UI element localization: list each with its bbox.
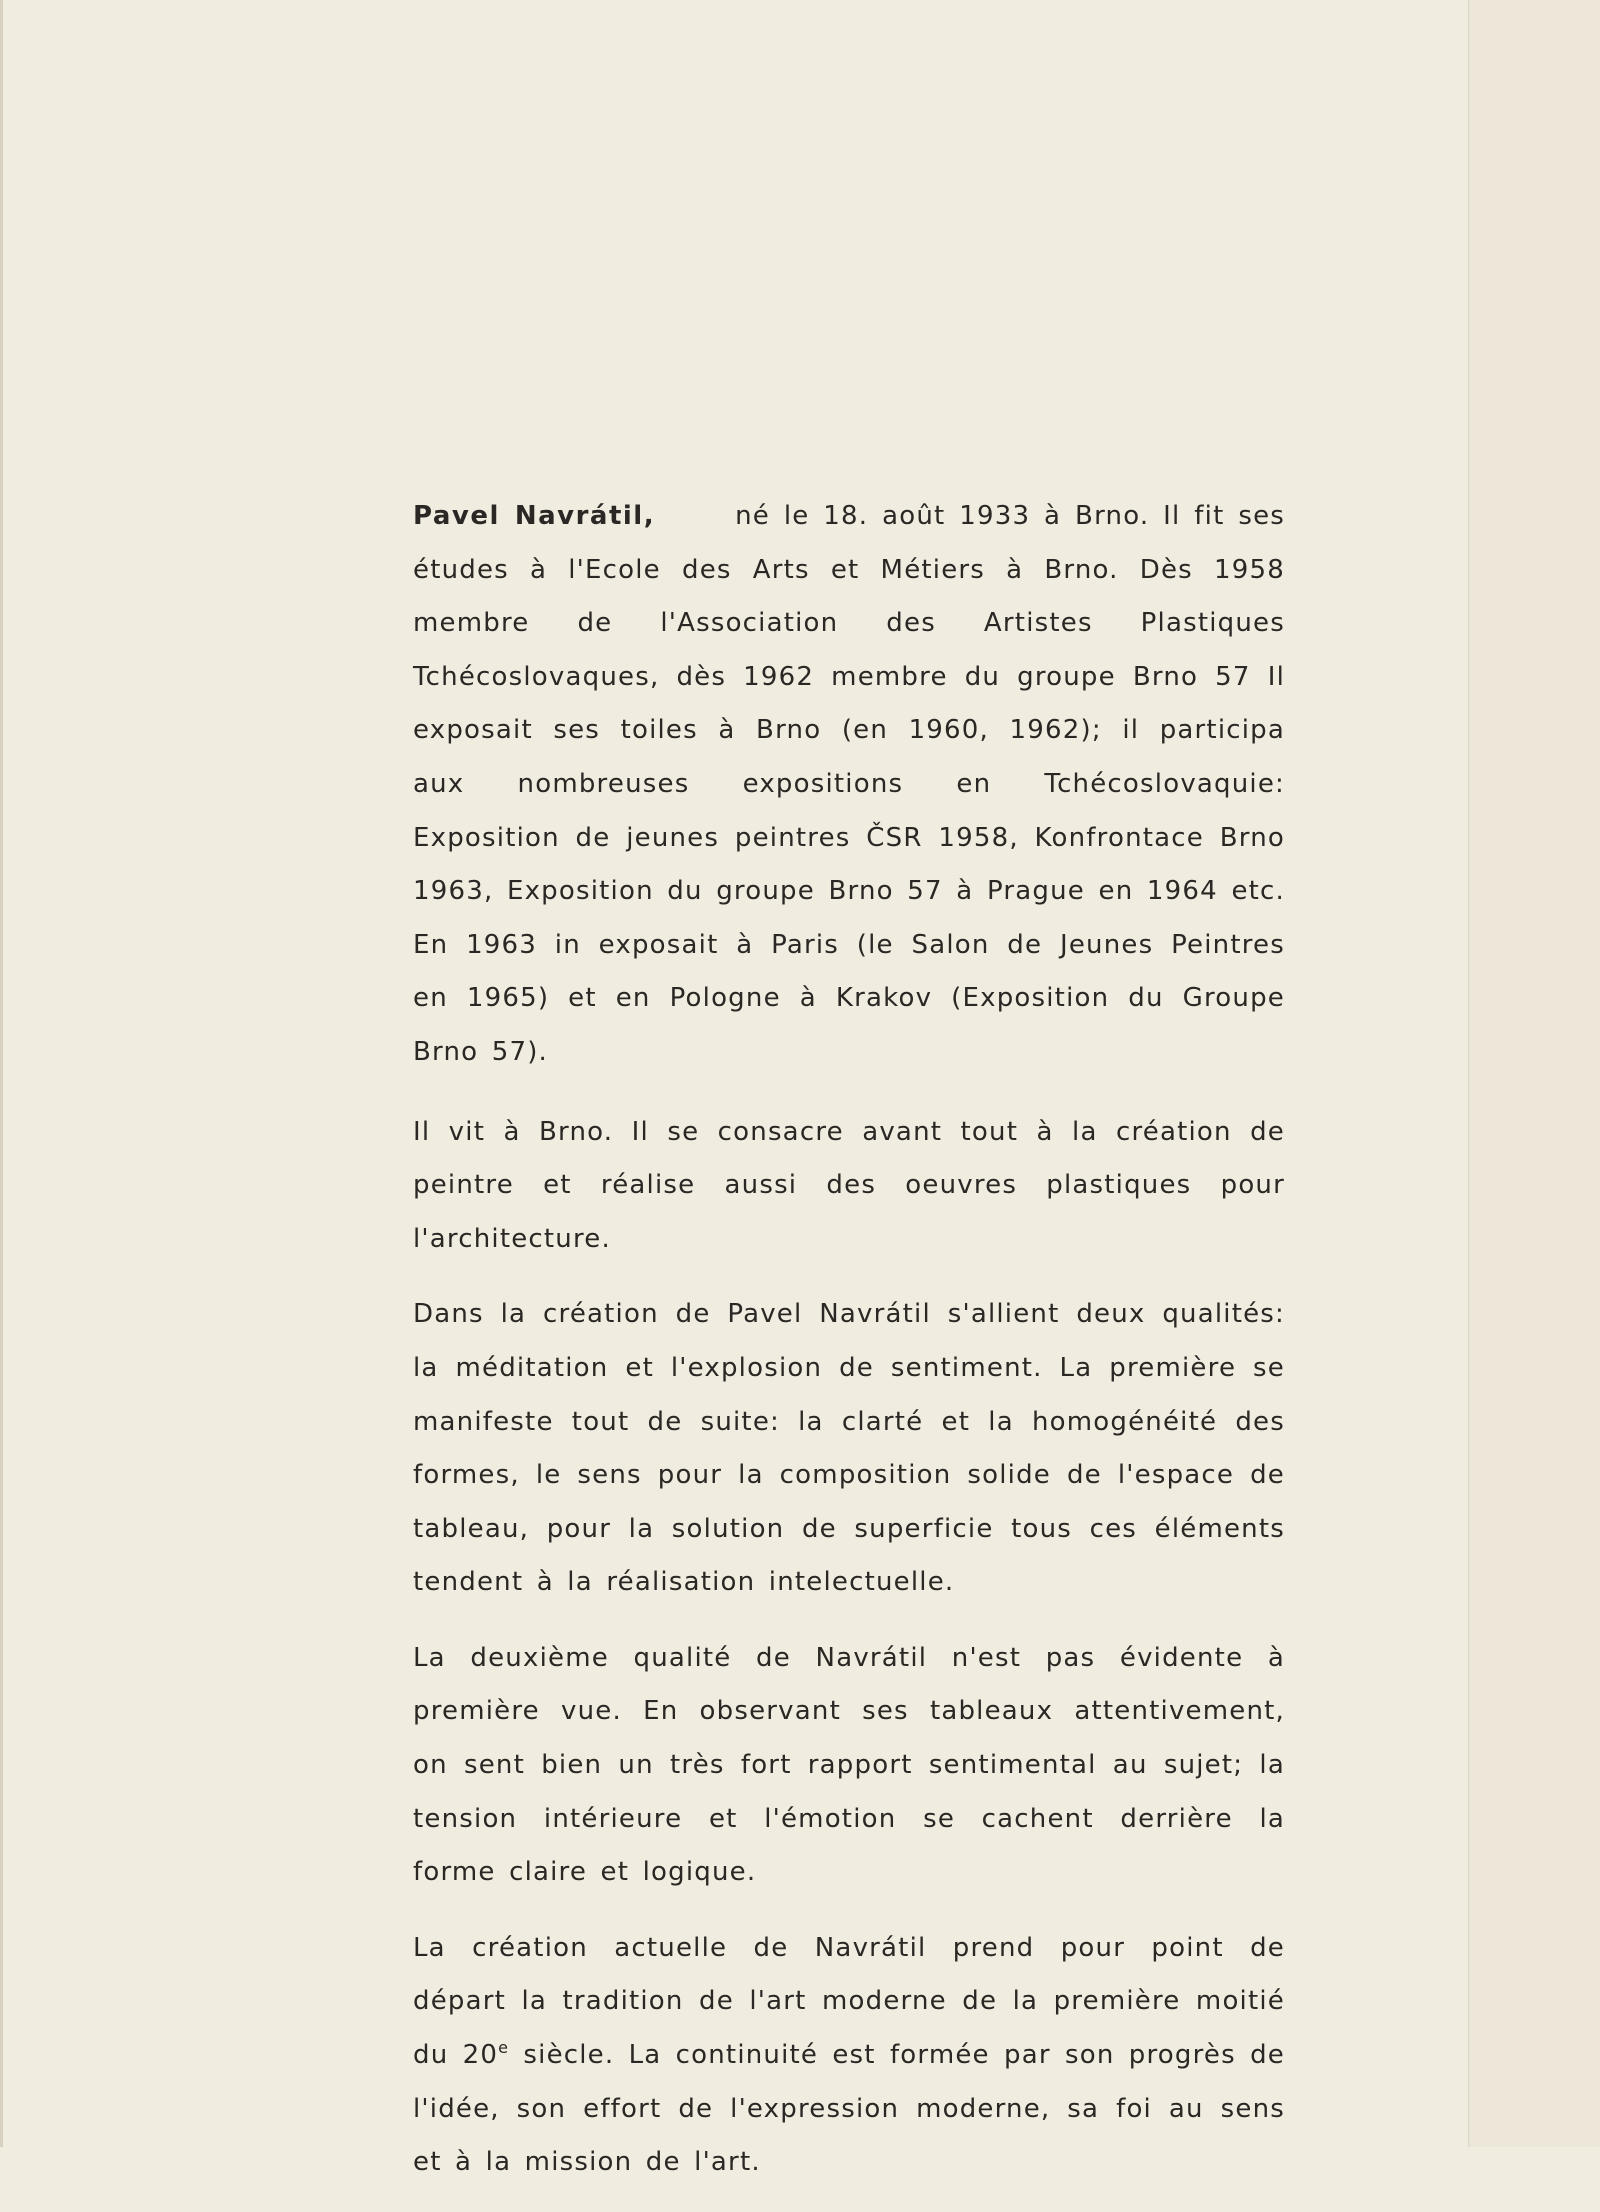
page-left-edge [0, 0, 3, 2147]
document-body [413, 490, 1285, 2212]
paragraph-current-work [413, 1922, 1285, 2190]
artist-name: Pavel Navrátil, [413, 501, 656, 531]
century-superscript: e [498, 2038, 510, 2058]
page-fold-line [1468, 0, 1470, 2147]
current-work-text-1: La création actuelle de Navrátil prend pour point de départ la tradition de l'art moderne de la première moitié du 20 [413, 1932, 1285, 2071]
paragraph-biography [413, 490, 1285, 1080]
paragraph-qualities: Dans la création de Pavel Navrátil s'allient deux qualités: la méditation et l'explosion de sentiment. La première se manifeste tout de suite: la clarté et la homogénéité des formes, le sens pour la composition solide de l'espace de tableau, pour la solution de superficie tous ces éléments tendent à la réalisation intelectuelle. [413, 1299, 1285, 1598]
paragraph-residence: Il vit à Brno. Il se consacre avant tout à la création de peintre et réalise aussi des oeuvres plastiques pour l'architecture. [413, 1116, 1285, 1254]
page-right-margin [1468, 0, 1600, 2147]
paragraph-second-quality: La deuxième qualité de Navrátil n'est pas évidente à première vue. En observant ses tableaux attentivement, on sent bien un très fort rapport sentimental au sujet; la tension intérieure et l'émotion se cachent derrière la forme claire et logique. [413, 1642, 1285, 1888]
biography-text: né le 18. août 1933 à Brno. Il fit ses études à l'Ecole des Arts et Métiers à Brno. Dès 1958 membre de l'Association des Artistes Plastiques Tchécoslovaques, dès 1962 membre du groupe Brno 57 Il exposait ses toiles à Brno (en 1960, 1962); il participa aux nombreuses expositions en Tchécoslovaquie: Exposition de jeunes peintres ČSR 1958, Konfrontace Brno 1963, Exposition du groupe Brno 57 à Prague en 1964 etc. En 1963 in exposait à Paris (le Salon de Jeunes Peintres en 1965) et en Pologne à Krakov (Exposition du Groupe Brno 57). [413, 501, 1286, 1067]
current-work-text-2: siècle. La continuité est formée par son progrès de l'idée, son effort de l'expression moderne, sa foi au sens et à la mission de l'art. [413, 2040, 1285, 2178]
